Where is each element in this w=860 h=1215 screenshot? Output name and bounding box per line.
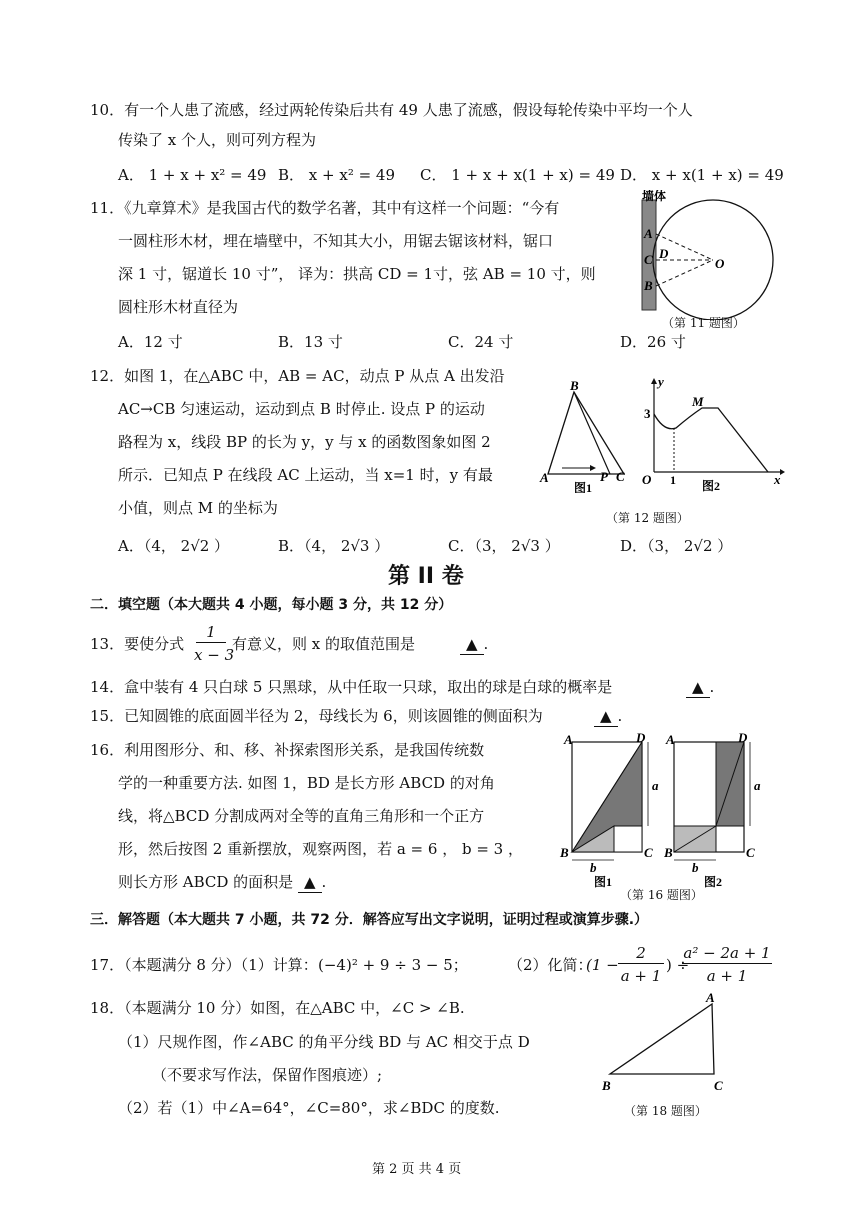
q12-x-arrow bbox=[780, 469, 785, 475]
q16-fig1-a-len: a bbox=[652, 778, 659, 793]
q12-arrow-head bbox=[590, 465, 596, 471]
q11-label-c: C bbox=[644, 252, 653, 267]
q12-figure1 bbox=[538, 378, 638, 493]
q10-option-a: A． 1 + x + x² = 49 bbox=[118, 166, 267, 184]
q12-caption: （第 12 题图） bbox=[606, 511, 689, 525]
q12-fig2-y: y bbox=[658, 376, 664, 389]
q15-text: 15．已知圆锥的底面圆半径为 2，母线长为 6，则该圆锥的侧面积为 bbox=[90, 707, 543, 725]
q16-fig1-c: C bbox=[644, 845, 653, 860]
q11-label-o: O bbox=[715, 256, 725, 271]
q13-numerator: 1 bbox=[196, 622, 226, 643]
q12-line1: 12．如图 1，在△ABC 中，AB = AC，动点 P 从点 A 出发沿 bbox=[90, 367, 505, 385]
q12-y-arrow bbox=[651, 378, 657, 384]
q16-caption: （第 16 题图） bbox=[620, 888, 703, 902]
q10-line2: 传染了 x 个人，则可列方程为 bbox=[118, 131, 316, 149]
q13-post: 有意义，则 x 的取值范围是 bbox=[232, 635, 415, 653]
q16-fig2-b-len: b bbox=[692, 860, 699, 875]
q14-blank bbox=[686, 677, 714, 698]
q11-line-bo bbox=[656, 260, 713, 286]
q16-blank-mark: ▲ bbox=[298, 872, 322, 893]
q12-fig1-a: A bbox=[540, 470, 549, 485]
q16-line1: 16．利用图形分、和、移、补探索图形关系，是我国传统数 bbox=[90, 741, 485, 759]
q12-line2: AC→CB 匀速运动，运动到点 B 时停止. 设点 P 的运动 bbox=[118, 400, 485, 418]
q18-label-b: B bbox=[602, 1078, 611, 1092]
q16-fig1-a: A bbox=[564, 732, 573, 747]
q17-frac2-den: a + 1 bbox=[706, 967, 748, 985]
section-title: 第 II 卷 bbox=[388, 564, 464, 589]
q10-option-b: B． x + x² = 49 bbox=[278, 166, 396, 184]
q16-line3: 线，将△BCD 分割成两对全等的直角三角形和一个正方 bbox=[118, 807, 485, 825]
q11-line1: 11．《九章算术》是我国古代的数学名著，其中有这样一个问题：“今有 bbox=[90, 199, 560, 217]
q17-frac1-num: 2 bbox=[618, 943, 664, 964]
q11-line4: 圆柱形木材直径为 bbox=[118, 298, 239, 316]
q11-line2: 一圆柱形木材，埋在墙壁中，不知其大小，用锯去锯该材料，锯口 bbox=[118, 232, 554, 250]
q12-option-c: C．（3， 2√3 ） bbox=[448, 537, 560, 555]
q12-option-a: A．（4， 2√2 ） bbox=[118, 537, 230, 555]
q16-fig1-d: D bbox=[636, 730, 646, 745]
q13-denominator: x − 3 bbox=[194, 646, 235, 664]
q16-fig2-a: A bbox=[666, 732, 675, 747]
q12-fig2-m: M bbox=[692, 394, 704, 409]
part3-heading: 三．解答题（本大题共 7 小题，共 72 分．解答应写出文字说明，证明过程或演算步骤.） bbox=[90, 912, 649, 928]
q17-part2: （2）化简： bbox=[508, 956, 593, 974]
q18-caption: （第 18 题图） bbox=[624, 1104, 707, 1118]
q11-figure bbox=[628, 190, 778, 320]
q11-option-c: C．24 寸 bbox=[448, 333, 514, 351]
q17-expr2-open: (1 − bbox=[586, 956, 619, 974]
q16-fig2-b: B bbox=[664, 845, 673, 860]
q17-frac1-den: a + 1 bbox=[620, 967, 662, 985]
q14-end: . bbox=[709, 678, 715, 696]
q11-line3: 深 1 寸，锯道长 10 寸”， 译为：拱高 CD = 1寸，弦 AB = 10 寸，则 bbox=[118, 265, 596, 283]
q13-blank bbox=[460, 634, 488, 655]
q16-figure2 bbox=[664, 730, 774, 890]
q12-fig2-x: x bbox=[774, 472, 781, 487]
q16-end: . bbox=[321, 873, 327, 891]
q12-triangle bbox=[548, 392, 624, 474]
q11-label-d: D bbox=[659, 246, 669, 261]
q18-figure bbox=[596, 992, 746, 1092]
q18-line2: （1）尺规作图，作∠ABC 的角平分线 BD 与 AC 相交于点 D bbox=[118, 1033, 530, 1051]
q17-pre: 17．（本题满分 8 分）（1）计算： bbox=[90, 956, 318, 974]
q11-option-b: B．13 寸 bbox=[278, 333, 343, 351]
q12-fig1-label: 图1 bbox=[574, 481, 593, 493]
q18-line4: （2）若（1）中∠A=64°，∠C=80°，求∠BDC 的度数. bbox=[118, 1099, 500, 1117]
q16-fig1-b: B bbox=[560, 845, 569, 860]
q11-option-d: D．26 寸 bbox=[620, 333, 686, 351]
q16-fig2-d: D bbox=[738, 730, 748, 745]
q18-line3: （不要求写作法，保留作图痕迹）; bbox=[152, 1066, 383, 1084]
q12-fig1-b: B bbox=[570, 378, 579, 393]
q10-option-c: C． 1 + x + x(1 + x) = 49 bbox=[420, 166, 615, 184]
page-footer: 第 2 页 共 4 页 bbox=[372, 1162, 462, 1177]
q10-line1: 10．有一个人患了流感，经过两轮传染后共有 49 人患了流感，假设每轮传染中平均一个人 bbox=[90, 101, 693, 119]
q17-expr2-close: ) ÷ bbox=[666, 956, 690, 974]
q12-fig1-c: C bbox=[616, 469, 625, 484]
q12-line3: 路程为 x，线段 BP 的长为 y，y 与 x 的函数图象如图 2 bbox=[118, 433, 491, 451]
q16-line2: 学的一种重要方法. 如图 1，BD 是长方形 ABCD 的对角 bbox=[118, 774, 495, 792]
q15-blank-mark: ▲ bbox=[594, 706, 618, 727]
q13-blank-mark: ▲ bbox=[460, 634, 484, 655]
q12-fig1-p: P bbox=[600, 469, 608, 484]
q13-end: . bbox=[483, 635, 489, 653]
q11-caption: （第 11 题图） bbox=[662, 316, 745, 330]
q15-blank bbox=[594, 706, 622, 727]
q11-option-a: A．12 寸 bbox=[118, 333, 183, 351]
q12-segment-bp bbox=[574, 392, 610, 474]
q12-option-d: D．（3， 2√2 ） bbox=[620, 537, 733, 555]
q12-fig2-three: 3 bbox=[644, 406, 651, 421]
q12-line5: 小值，则点 M 的坐标为 bbox=[118, 499, 278, 517]
q10-option-d: D． x + x(1 + x) = 49 bbox=[620, 166, 784, 184]
q16-fig1-label: 图1 bbox=[594, 875, 613, 889]
q16-fig2-label: 图2 bbox=[704, 875, 723, 889]
q14-text: 14．盒中装有 4 只白球 5 只黑球，从中任取一只球，取出的球是白球的概率是 bbox=[90, 678, 613, 696]
q18-label-a: A bbox=[706, 992, 715, 1005]
q16-fig1-square bbox=[614, 826, 642, 852]
q13-pre: 13．要使分式 bbox=[90, 635, 185, 653]
q17-expr1: (−4)² + 9 ÷ 3 − 5； bbox=[318, 956, 468, 974]
q16-fig1-b-len: b bbox=[590, 860, 597, 875]
q12-option-b: B．（4， 2√3 ） bbox=[278, 537, 390, 555]
q18-label-c: C bbox=[714, 1078, 723, 1092]
q11-wall-label: 墙体 bbox=[642, 190, 667, 203]
q12-fig2-one: 1 bbox=[670, 473, 676, 487]
q16-line5 bbox=[118, 872, 326, 893]
q12-fig2-o: O bbox=[642, 472, 652, 487]
q12-graph-curve bbox=[654, 408, 768, 472]
q17-frac2-num: a² − 2a + 1 bbox=[683, 944, 771, 962]
q16-line5-text: 则长方形 ABCD 的面积是 bbox=[118, 873, 294, 891]
q11-label-b: B bbox=[644, 278, 653, 293]
q16-fig2-a-len: a bbox=[754, 778, 761, 793]
q12-fig2-label: 图2 bbox=[702, 479, 721, 493]
q12-line4: 所示．已知点 P 在线段 AC 上运动，当 x=1 时，y 有最 bbox=[118, 466, 493, 484]
q15-end: . bbox=[617, 707, 623, 725]
q16-fig2-c: C bbox=[746, 845, 755, 860]
q18-line1: 18．（本题满分 10 分）如图，在△ABC 中，∠C > ∠B. bbox=[90, 999, 465, 1017]
q16-figure1 bbox=[558, 730, 668, 890]
q11-label-a: A bbox=[644, 226, 653, 241]
part2-heading: 二．填空题（本大题共 4 小题，每小题 3 分，共 12 分） bbox=[90, 597, 453, 613]
q16-line4: 形，然后按图 2 重新摆放，观察两图，若 a = 6 ， b = 3 ， bbox=[118, 840, 523, 858]
q18-triangle bbox=[610, 1004, 714, 1074]
q12-figure2 bbox=[640, 376, 785, 494]
q14-blank-mark: ▲ bbox=[686, 677, 710, 698]
